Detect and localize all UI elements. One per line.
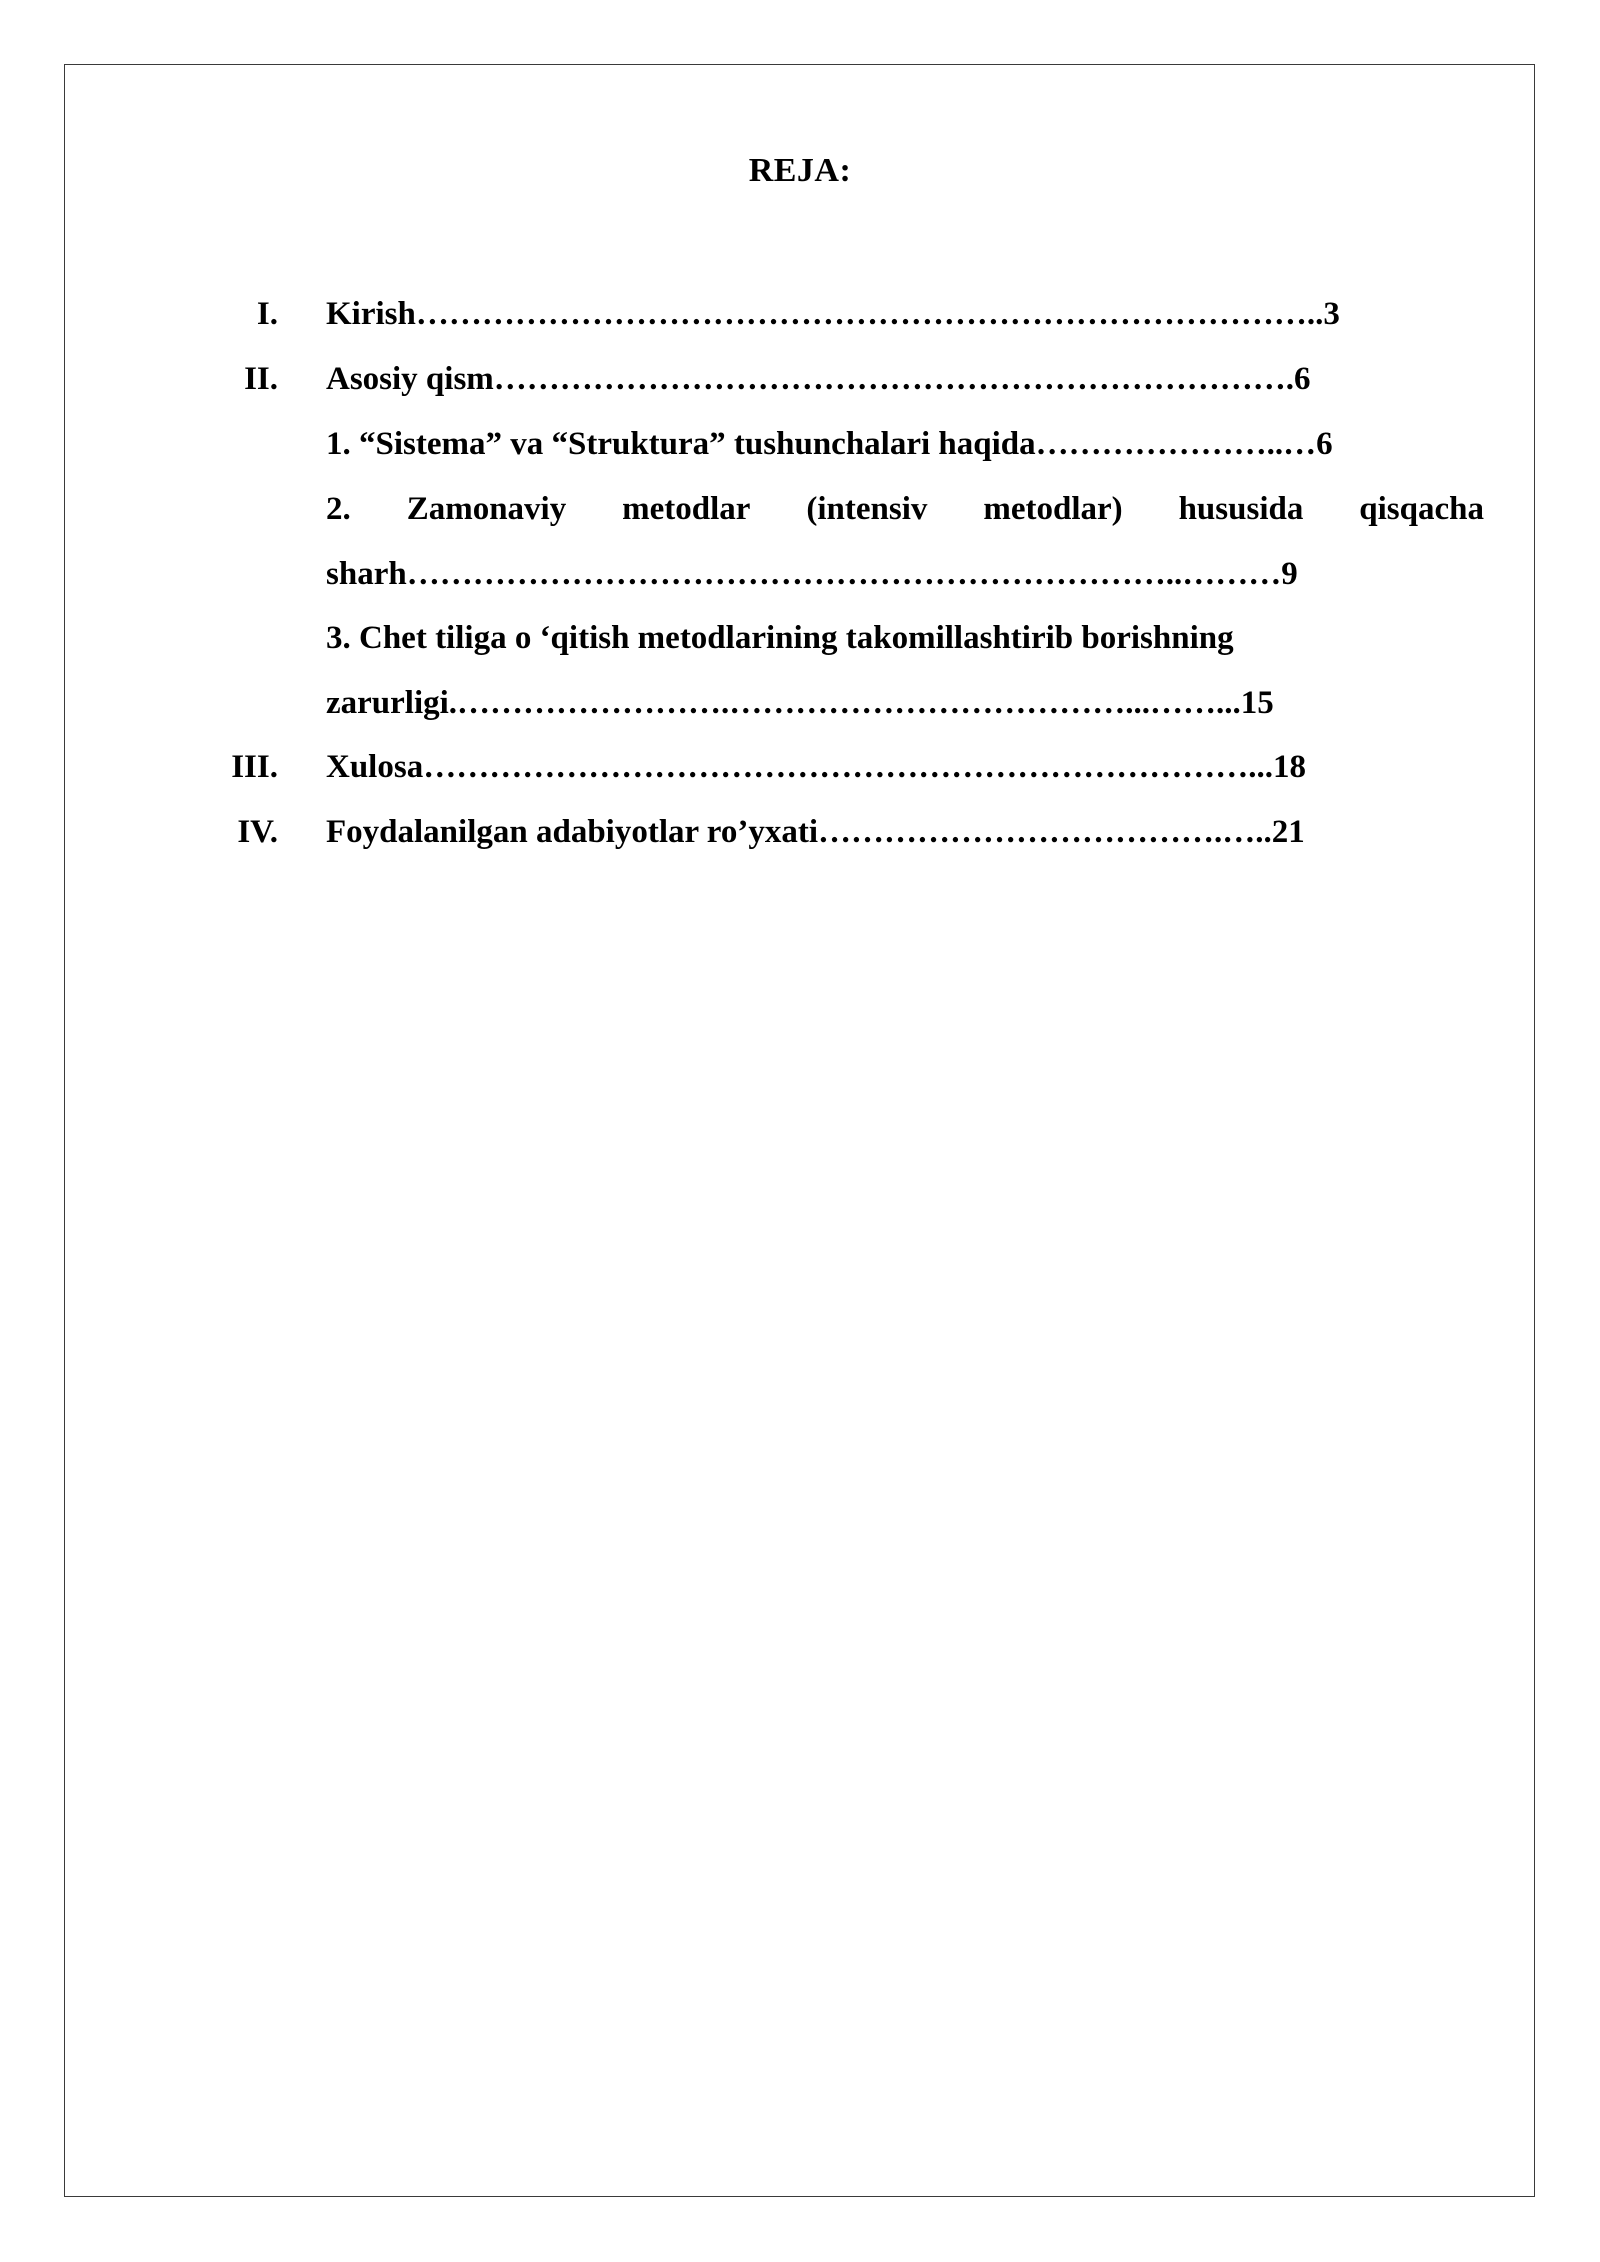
toc-entry-xulosa: Xulosa…………………………………………………………………...18 (326, 749, 1306, 785)
word: Zamonaviy (406, 491, 567, 527)
toc-numeral-2: II. (244, 361, 278, 397)
word: (intensiv (806, 491, 928, 527)
toc-numeral-4: IV. (237, 814, 278, 850)
document-title: REJA: (748, 152, 852, 189)
toc-subentry-sistema: 1. “Sistema” va “Struktura” tushunchalari haqida…………………..…6 (326, 426, 1333, 462)
word: 2. (326, 491, 351, 527)
toc-subentry-zamonaviy-line1 (326, 485, 1484, 533)
word: metodlar (622, 491, 751, 527)
word: qisqacha (1359, 491, 1484, 527)
toc-entry-adabiyotlar: Foydalanilgan adabiyotlar ro’yxati……………………………….…..21 (326, 814, 1305, 850)
toc-numeral-3: III. (231, 749, 278, 785)
toc-subentry-chet-tiliga-line2: zarurligi.…………………….………………………………...……...15 (326, 685, 1274, 721)
word: hususida (1178, 491, 1304, 527)
toc-subentry-chet-tiliga-line1: 3. Chet tiliga o ‘qitish metodlarining takomillashtirib borishning (326, 620, 1234, 656)
toc-entry-kirish: Kirish………………………………………………………………………..3 (326, 296, 1340, 332)
toc-numeral-1: I. (256, 296, 278, 332)
word: metodlar) (983, 491, 1123, 527)
toc-entry-asosiy-qism: Asosiy qism……………………………………………………………….6 (326, 361, 1311, 397)
toc-subentry-zamonaviy-line2: sharh……………………………………………………………..………9 (326, 556, 1298, 592)
